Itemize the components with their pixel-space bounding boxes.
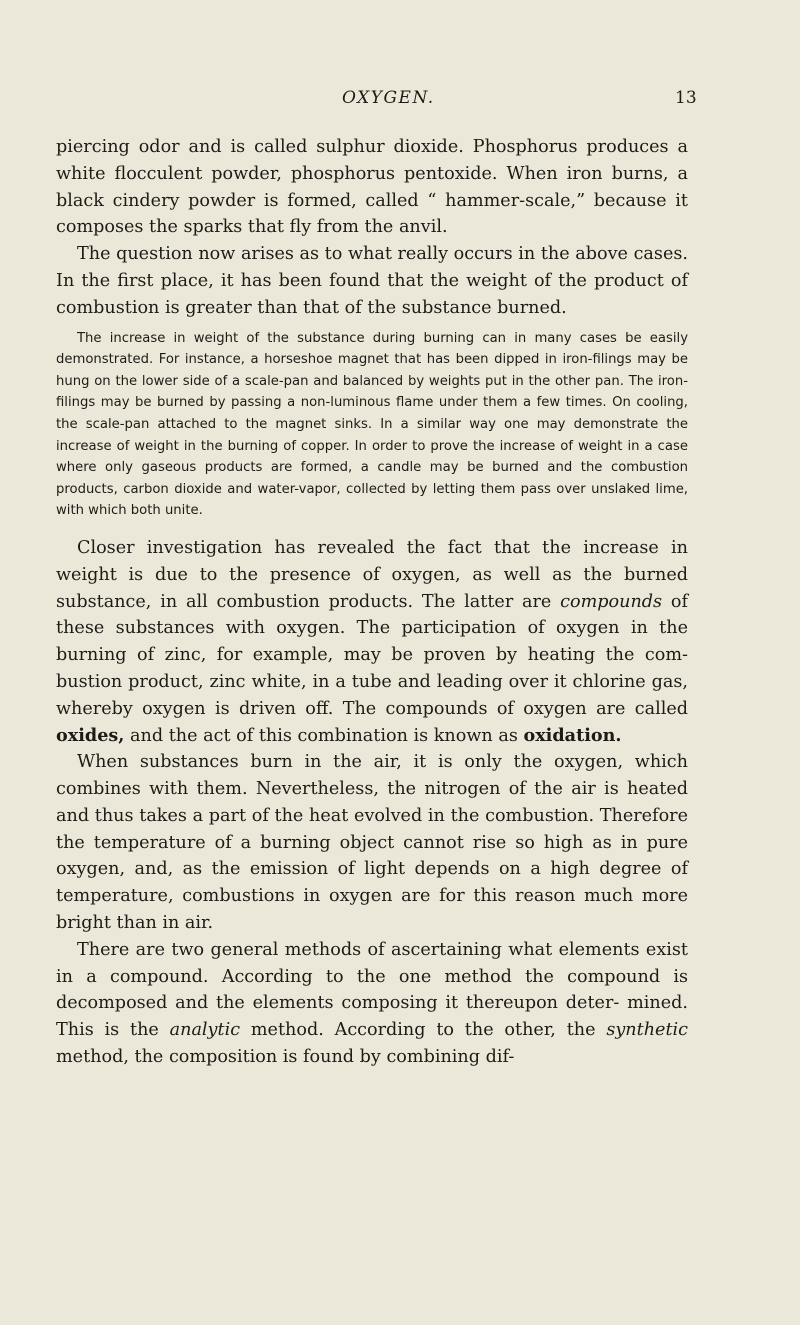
emphasis-compounds: compounds — [560, 591, 663, 612]
small-print-paragraph: The increase in weight of the substance during burning can in many cases be easily demonstrated. For instance, a horseshoe magnet that has been dipped in iron-filings may be hung on the lower side of a scale-pan and balanced by weights put in the other pan. The iron-filings may be burned by passing a non-luminous flame under them a few times. On cooling, the scale-pan attached to the magnet sinks. In a similar way one may demonstrate the increase of weight in the burning of copper. In order to prove the increase of weight in a case where only gaseous products are formed, a candle may be burned and the combustion products, carbon dioxide and water-vapor, collected by letting them pass over unslaked lime, with which both unite. — [56, 330, 688, 519]
paragraph-4-text-1: Closer investigation has revealed the fact that the increase in weight is due to the presence of oxygen, as well as the burned substance, in all combustion products. The latter are — [56, 537, 688, 612]
paragraph-1: piercing odor and is called sulphur dioxide. Phosphorus produces a white flocculent powder, phosphorus pentoxide. When iron burns, a black cindery powder is formed, called “ hammer-scale,” because it composes the sparks that fly from the anvil. — [56, 137, 688, 238]
term-oxidation: oxidation. — [523, 724, 622, 746]
paragraph-6-text-2: method. According to the other, the — [240, 1020, 607, 1041]
page-header — [0, 88, 800, 118]
term-oxides: oxides, — [56, 724, 125, 746]
paragraph-4 — [56, 535, 688, 749]
paragraph-6-text-1: There are two general methods of ascertaining what elements exist in a compound. According to the one method the compound is decomposed and the elements composing it thereupon deter- mined. This is the — [56, 939, 688, 1041]
page-body — [56, 134, 688, 1071]
paragraph-6 — [56, 937, 688, 1071]
running-head: OXYGEN. — [342, 88, 435, 108]
paragraph-5: When substances burn in the air, it is only the oxygen, which combines with them. Nevertheless, the nitrogen of the air is heated and thus takes a part of the heat evolved in the combustion. Therefore the temperature of a burning object cannot rise so high as in pure oxygen, and, as the emission of light depends on a high degree of temperature, combustions in oxygen are for this reason much more bright than in air. — [56, 752, 688, 934]
paragraph-4-text-2: of these substances with oxygen. The participation of oxygen in the burning of zinc, for example, may be proven by heating the com- bustion product, zinc white, in a tube and leading over it chlorine gas, whereby oxygen is driven off. The compounds of oxygen are called — [56, 591, 688, 719]
paragraph-2: The question now arises as to what really occurs in the above cases. In the first place, it has been found that the weight of the product of combustion is greater than that of the substance burned. — [56, 244, 688, 318]
emphasis-analytic: analytic — [169, 1020, 241, 1041]
emphasis-synthetic: synthetic — [606, 1020, 688, 1041]
paragraph-4-text-3: and the act of this combination is known as — [124, 725, 524, 746]
paragraph-6-text-3: method, the composition is found by combining dif- — [56, 1047, 515, 1068]
page-number: 13 — [675, 88, 697, 108]
